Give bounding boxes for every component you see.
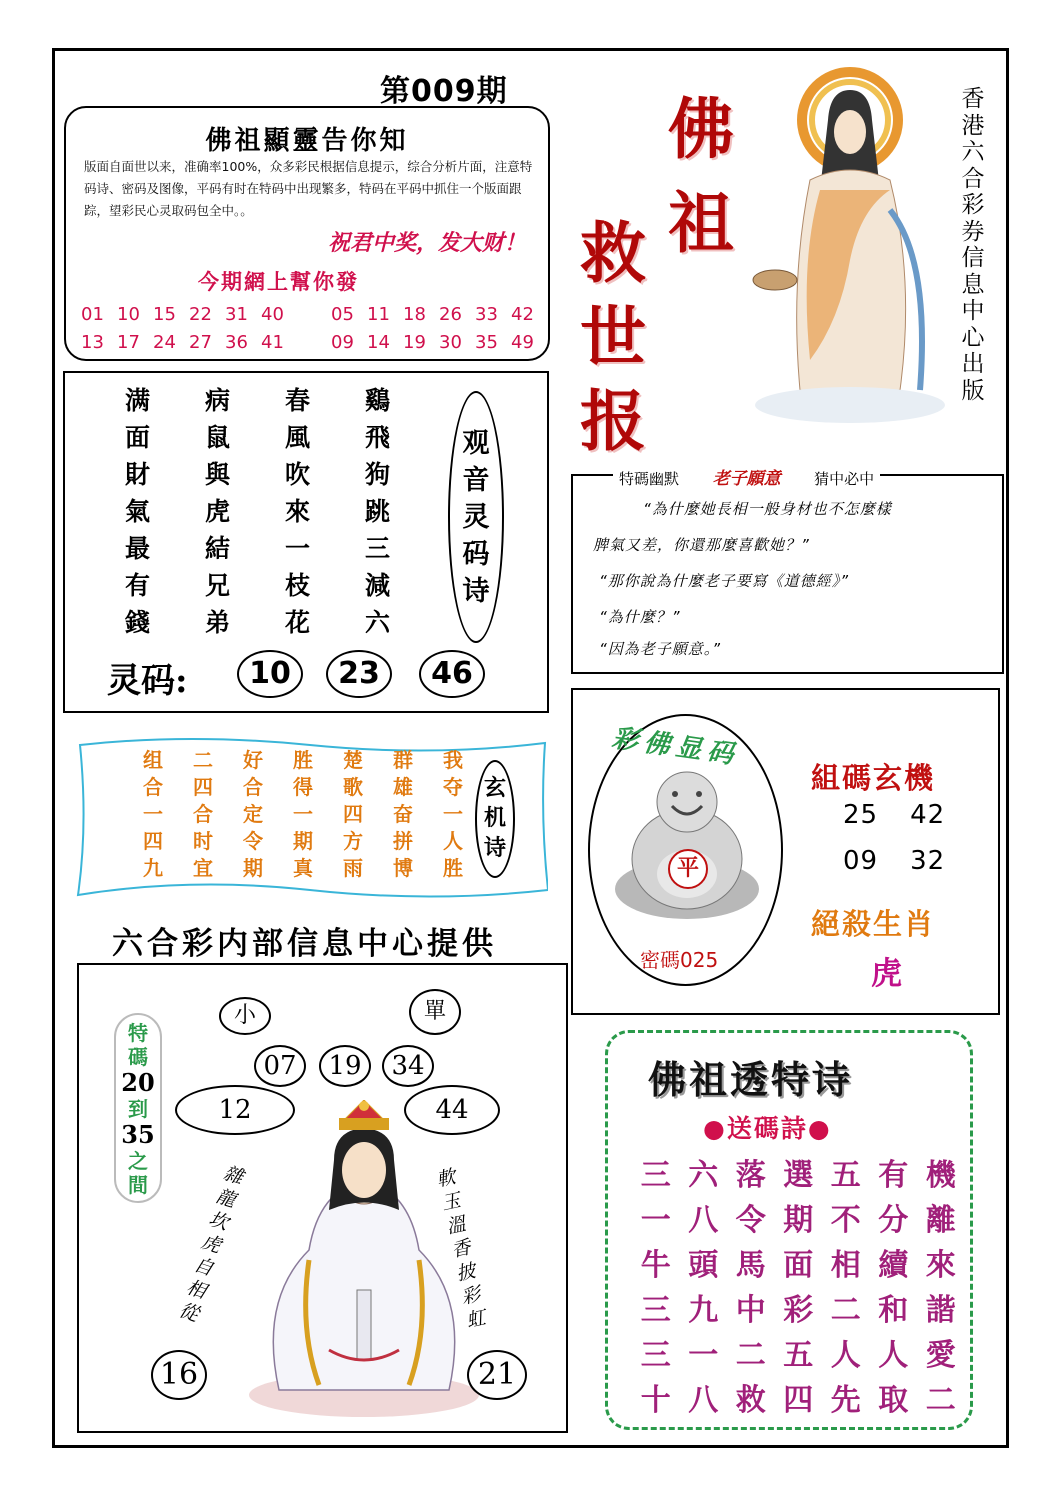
lottery-number: 05 — [331, 304, 354, 325]
poem-oval-char: 灵 — [462, 501, 490, 533]
verse-char: 虎 — [198, 1230, 224, 1258]
verse-char: 溫 — [444, 1212, 468, 1239]
poem-char: 花 — [285, 608, 311, 637]
lottery-number: 41 — [261, 332, 284, 353]
verse-char: 虹 — [464, 1306, 488, 1333]
fozu-char: 九 — [688, 1293, 719, 1328]
xuanji-char: 合 — [143, 775, 163, 799]
fozu-char: 四 — [783, 1383, 814, 1418]
poem-char: 春 — [285, 386, 311, 415]
lottery-number: 17 — [117, 332, 140, 353]
lottery-number: 26 — [439, 304, 462, 325]
fozu-char: 中 — [735, 1293, 766, 1328]
fozu-char: 先 — [830, 1383, 861, 1418]
lottery-number: 10 — [117, 304, 140, 325]
xuanji-char: 人 — [443, 829, 463, 853]
xuanji-char: 雨 — [343, 856, 363, 880]
lottery-number: 49 — [511, 332, 534, 353]
laozi-head-post: 猜中必中 — [814, 470, 875, 488]
zuma-title: 組碼玄機 — [811, 761, 936, 795]
xuanji-poem-oval — [475, 760, 515, 878]
number-row-1 — [81, 304, 535, 325]
poem-char: 風 — [285, 423, 311, 452]
fozu-char: 續 — [878, 1248, 909, 1283]
xuanji-grid — [128, 747, 478, 882]
publisher-char: 香 — [961, 86, 985, 112]
zuma-number: 25 — [843, 800, 879, 830]
publisher-char: 版 — [961, 377, 985, 404]
poem-char: 來 — [285, 497, 311, 526]
xuanji-char: 四 — [343, 802, 363, 826]
lottery-number: 36 — [225, 332, 248, 353]
fozu-char: 和 — [878, 1293, 909, 1328]
fozu-char: 不 — [830, 1203, 861, 1238]
xuanji-char: 四 — [143, 829, 163, 853]
xuanji-char: 奋 — [393, 802, 413, 826]
verse-char: 香 — [449, 1236, 473, 1262]
poem-char: 弟 — [205, 608, 231, 637]
tema-char: 到 — [128, 1097, 148, 1121]
lottery-number: 40 — [261, 304, 284, 325]
fozu-char: 五 — [830, 1158, 861, 1193]
lingma-number: 23 — [326, 650, 392, 698]
fozu-char: 取 — [878, 1383, 909, 1418]
guanyin-box — [77, 963, 568, 1433]
fozu-char: 令 — [735, 1203, 766, 1238]
main-title — [580, 72, 750, 460]
xuanji-oval-char: 诗 — [483, 836, 506, 861]
lottery-number: 33 — [475, 304, 498, 325]
lottery-number: 15 — [153, 304, 176, 325]
small-oval: 小 — [219, 997, 271, 1035]
publisher-char: 息 — [961, 271, 985, 298]
guanyin-figure — [239, 1100, 489, 1420]
fozu-char: 有 — [878, 1158, 909, 1193]
fozu-title: 佛祖透特诗 — [648, 1057, 854, 1102]
fozu-char: 人 — [878, 1338, 909, 1373]
zuma-row-1 — [843, 800, 945, 830]
xuanji-char: 夺 — [443, 775, 463, 799]
xuanji-char: 时 — [193, 829, 213, 853]
fozu-char: 期 — [783, 1203, 814, 1238]
poem-char: 一 — [285, 534, 311, 563]
xuanji-char: 一 — [293, 802, 313, 826]
xuanji-char: 合 — [193, 802, 213, 826]
left-verse — [174, 1160, 249, 1327]
xuanji-char: 期 — [243, 856, 263, 880]
poem-oval-char: 观 — [462, 427, 490, 459]
budai-center-char: 平 — [668, 849, 708, 889]
today-heading: 今期網上幫你發 — [198, 270, 359, 294]
verse-char: 披 — [454, 1259, 478, 1286]
laozi-heading — [613, 464, 880, 489]
xuanji-char: 方 — [343, 829, 363, 853]
fozu-char: 六 — [688, 1158, 719, 1193]
notice-body: 版面自面世以来，准确率100%，众多彩民根据信息提示，综合分析片面，注意特码诗、密码及图像，平码有时在特码中出现繁多，特码在平码中抓住一个版面跟踪，望彩民心灵取码包全中。。 — [84, 159, 533, 218]
notice-title: 佛祖顯靈告你知 — [205, 126, 409, 156]
fozu-char: 頭 — [688, 1248, 719, 1283]
number-row-2 — [81, 332, 535, 353]
xuanji-box — [70, 735, 548, 900]
xuanji-char: 歌 — [343, 775, 363, 799]
laozi-line: “為什麼？” — [599, 608, 681, 626]
fozu-char: 二 — [925, 1383, 956, 1418]
fozu-char: 救 — [735, 1383, 766, 1418]
verse-char: 龍 — [213, 1184, 239, 1212]
poem-grid — [125, 385, 445, 638]
xuanji-char: 我 — [443, 748, 463, 772]
xuanji-oval-char: 机 — [483, 806, 506, 831]
xuanji-char: 一 — [143, 802, 163, 826]
poem-char: 鼠 — [205, 423, 231, 452]
verse-char: 軟 — [434, 1165, 458, 1192]
poem-box — [63, 371, 549, 713]
laozi-line: “為什麼她長相一般身材也不怎麼樣 — [643, 500, 892, 518]
budai-oval — [588, 714, 783, 986]
publisher-char: 券 — [961, 218, 985, 245]
single-oval: 單 — [409, 989, 461, 1035]
verse-char: 雜 — [220, 1162, 246, 1189]
issue-number: 第009期 — [380, 74, 508, 109]
lottery-number: 09 — [331, 332, 354, 353]
tema-char: 35 — [121, 1120, 155, 1149]
guanyin-poem-oval — [448, 391, 504, 643]
laozi-line: “那你說為什麼老子要寫《道德經》” — [599, 572, 850, 590]
fozu-char: 一 — [688, 1338, 719, 1373]
lottery-number: 01 — [81, 304, 104, 325]
verse-char: 自 — [191, 1253, 217, 1281]
fozu-char: 三 — [640, 1158, 671, 1193]
laozi-line: “因為老子願意。” — [599, 640, 722, 658]
left-number-oval: 12 — [175, 1085, 295, 1135]
fozu-char: 相 — [830, 1248, 861, 1283]
poem-char: 有 — [125, 571, 151, 600]
poem-char: 面 — [125, 423, 151, 452]
verse-char: 相 — [183, 1276, 209, 1304]
notice-box — [64, 106, 550, 361]
laozi-joke-box — [571, 469, 1004, 674]
bottom-left-number: 16 — [151, 1350, 207, 1400]
lingma-number: 10 — [237, 650, 303, 698]
lottery-number: 14 — [367, 332, 390, 353]
zuma-number: 42 — [910, 800, 946, 830]
publisher-char: 心 — [961, 324, 985, 351]
xuanji-char: 四 — [193, 775, 213, 799]
poem-oval-char: 诗 — [462, 575, 490, 607]
mima-text: 密碼025 — [640, 948, 719, 972]
xuanji-char: 雄 — [393, 775, 413, 799]
fozu-char: 五 — [783, 1338, 814, 1373]
poem-oval-char: 码 — [462, 538, 490, 570]
lottery-number: 13 — [81, 332, 104, 353]
xuanji-char: 楚 — [343, 748, 363, 772]
poem-char: 满 — [125, 386, 151, 415]
laozi-line: 脾氣又差，你還那麼喜歡她？” — [593, 536, 810, 554]
poem-char: 鷄 — [365, 386, 391, 415]
tema-char: 之 — [128, 1149, 148, 1173]
zuma-number: 09 — [843, 846, 879, 876]
fozu-char: 三 — [640, 1293, 671, 1328]
xuanji-char: 二 — [193, 748, 213, 772]
fozu-char: 八 — [688, 1203, 719, 1238]
guanyin-standing-image — [740, 60, 955, 430]
fozu-char: 來 — [925, 1248, 956, 1283]
poem-char: 兄 — [205, 571, 231, 600]
poem-char: 與 — [205, 460, 231, 489]
tema-char: 特 — [128, 1021, 148, 1045]
xuanji-char: 拼 — [393, 829, 413, 853]
title-char: 报 — [580, 382, 646, 460]
fozu-char: 八 — [688, 1383, 719, 1418]
fozu-char: 三 — [640, 1338, 671, 1373]
xuanji-char: 组 — [143, 748, 163, 772]
budai-figure — [607, 764, 767, 924]
publisher-char: 彩 — [961, 192, 985, 218]
budai-box — [571, 688, 1000, 1015]
publisher-char: 合 — [961, 165, 985, 192]
poem-char: 飛 — [365, 423, 391, 452]
fozu-char: 離 — [925, 1203, 956, 1238]
fozu-char: 彩 — [783, 1293, 814, 1328]
spacer — [297, 332, 319, 353]
lottery-number: 35 — [475, 332, 498, 353]
publisher-vertical — [958, 86, 988, 404]
title-char: 佛 — [668, 90, 734, 168]
right-number-oval: 44 — [404, 1085, 500, 1135]
poem-oval-char: 音 — [462, 464, 490, 496]
xuanji-char: 九 — [143, 856, 163, 880]
poem-char: 氣 — [125, 497, 151, 526]
bottom-right-number: 21 — [467, 1350, 527, 1400]
xuanji-char: 胜 — [293, 748, 313, 772]
title-char: 世 — [580, 298, 646, 376]
fozu-char: 人 — [830, 1338, 861, 1373]
fozu-char: 一 — [640, 1203, 671, 1238]
lottery-number: 42 — [511, 304, 534, 325]
xuanji-char: 期 — [293, 829, 313, 853]
xuanji-oval-char: 玄 — [483, 776, 506, 801]
fozu-char: 二 — [735, 1338, 766, 1373]
poem-char: 六 — [365, 608, 391, 637]
poem-char: 減 — [365, 571, 391, 600]
tema-char: 碼 — [128, 1045, 148, 1069]
publisher-char: 中 — [961, 298, 985, 324]
top-number: 07 — [254, 1045, 306, 1087]
lingma-label: 灵码: — [107, 661, 188, 701]
lottery-number: 22 — [189, 304, 212, 325]
fozu-char: 選 — [783, 1158, 814, 1193]
xuanji-char: 群 — [393, 748, 413, 772]
verse-char: 彩 — [459, 1283, 483, 1309]
fozu-char: 機 — [925, 1158, 956, 1193]
xuanji-char: 好 — [243, 748, 263, 772]
zodiac-tiger: 虎 — [871, 956, 902, 992]
xuanji-char: 一 — [443, 802, 463, 826]
budai-arc-text: 彩佛显码 — [610, 723, 742, 771]
xuanji-char: 定 — [243, 802, 263, 826]
publisher-char: 出 — [961, 351, 985, 377]
top-number: 34 — [382, 1045, 434, 1087]
lottery-number: 31 — [225, 304, 248, 325]
poem-char: 狗 — [365, 460, 391, 489]
title-char: 救 — [580, 214, 646, 292]
verse-char: 坎 — [205, 1207, 231, 1235]
fozu-char: 馬 — [735, 1248, 766, 1283]
tema-char: 20 — [121, 1068, 155, 1097]
xuanji-char: 真 — [293, 856, 313, 880]
fozu-char: 牛 — [640, 1248, 671, 1283]
fozu-char: 愛 — [925, 1338, 956, 1373]
xuanji-char: 胜 — [443, 856, 463, 880]
xuanji-char: 宜 — [193, 856, 213, 880]
wish-text: 祝君中奖，发大财！ — [327, 231, 526, 256]
xuanji-char: 合 — [243, 775, 263, 799]
top-number: 19 — [319, 1045, 371, 1087]
fozu-poem-box — [605, 1030, 973, 1430]
poem-char: 結 — [205, 534, 231, 563]
fozu-char: 十 — [640, 1383, 671, 1418]
xuanji-char: 令 — [243, 829, 263, 853]
poem-char: 錢 — [125, 608, 151, 637]
poem-char: 跳 — [365, 497, 391, 526]
song-ma-shi: ●送碼詩● — [703, 1114, 832, 1143]
fozu-char: 分 — [878, 1203, 909, 1238]
lottery-number: 24 — [153, 332, 176, 353]
verse-char: 玉 — [439, 1189, 463, 1215]
fozu-char: 諧 — [925, 1293, 956, 1328]
lottery-number: 11 — [367, 304, 390, 325]
lottery-number: 30 — [439, 332, 462, 353]
poem-char: 吹 — [285, 460, 311, 489]
fozu-char: 落 — [735, 1158, 766, 1193]
xuanji-char: 得 — [293, 775, 313, 799]
spacer — [297, 304, 319, 325]
poem-char: 病 — [205, 386, 231, 415]
lottery-number: 18 — [403, 304, 426, 325]
tema-range-pill — [114, 1013, 162, 1203]
publisher-char: 港 — [961, 112, 985, 139]
poem-char: 三 — [365, 534, 391, 563]
fozu-char: 面 — [783, 1248, 814, 1283]
publisher-char: 信 — [961, 245, 985, 271]
poem-char: 財 — [125, 460, 151, 489]
poem-char: 枝 — [285, 571, 311, 600]
xuanji-char: 博 — [393, 856, 413, 880]
title-char: 祖 — [668, 184, 734, 262]
laozi-head-red: 老子願意 — [712, 469, 781, 489]
zuma-row-2 — [843, 846, 945, 876]
poem-char: 最 — [125, 534, 151, 563]
verse-char: 從 — [176, 1299, 202, 1326]
tema-char: 間 — [128, 1173, 148, 1197]
lottery-number: 27 — [189, 332, 212, 353]
lingma-number: 46 — [419, 650, 485, 698]
jue-sha-title: 絕殺生肖 — [811, 907, 936, 941]
poem-char: 虎 — [205, 497, 231, 526]
zuma-number: 32 — [910, 846, 946, 876]
provided-by: 六合彩内部信息中心提供 — [112, 926, 497, 962]
fozu-char: 二 — [830, 1293, 861, 1328]
lottery-number: 19 — [403, 332, 426, 353]
laozi-head-pre: 特碼幽默 — [619, 470, 680, 488]
publisher-char: 六 — [961, 139, 985, 165]
fozu-grid — [632, 1155, 965, 1422]
